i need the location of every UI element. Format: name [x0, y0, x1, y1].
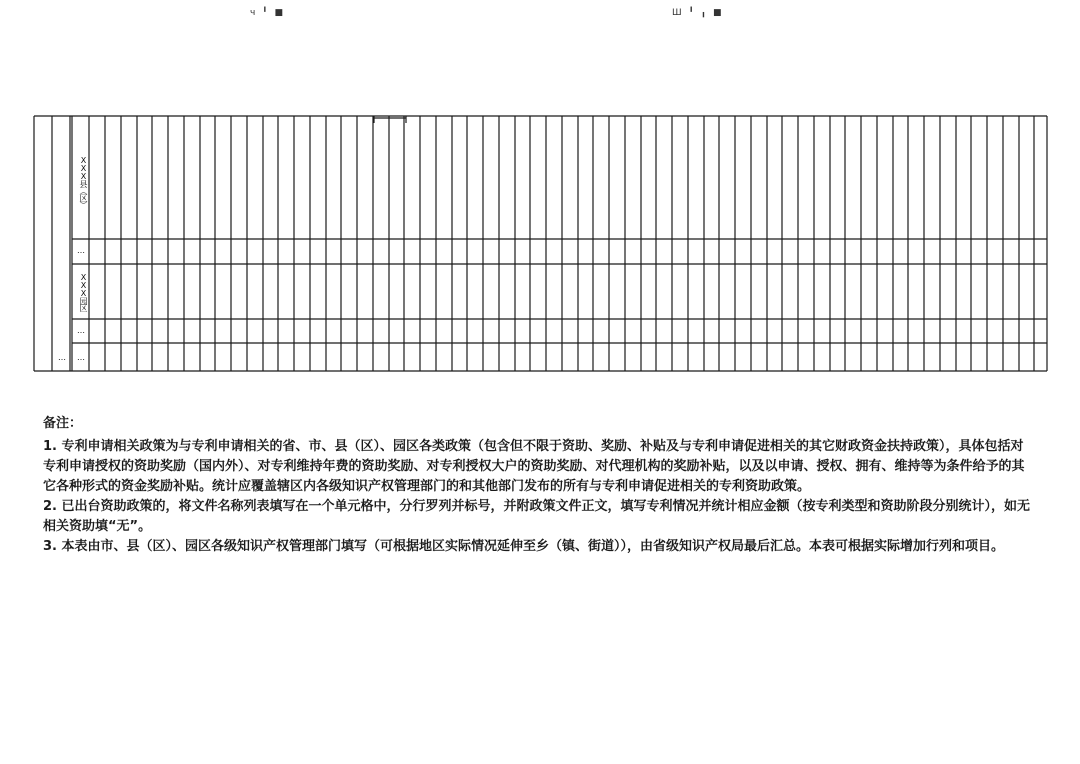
note-item-3: 3. 本表由市、县（区）、园区各级知识产权管理部门填写（可根据地区实际情况延伸至乡（镇、街道）），由省级知识产权局最后汇总。本表可根据实际增加行列和项目。: [43, 539, 1005, 554]
row-label-city-more-inner: …: [77, 353, 85, 362]
notes-section: [43, 414, 1033, 557]
row-label-park: XXX园区: [79, 273, 88, 311]
scan-mark-right: Ш ╹ ╻ ■: [672, 8, 724, 18]
row-label-county: XXX县（区）: [79, 156, 88, 208]
scan-mark-left: ч ╹ ■: [250, 8, 285, 18]
row-label-park-more: …: [77, 326, 85, 335]
note-item-1: 1. 专利申请相关政策为与专利申请相关的省、市、县（区）、园区各类政策（包含但不限于资助、奖励、补贴及与专利申请促进相关的其它财政资金扶持政策），具体包括对专利申请授权的资助奖励（国内外）、对专利维持年费的资助奖励、对专利授权大户的资助奖励、对代理机构的奖励补贴，以及以申请、授权、拥有、维持等为条件给予的其它各种形式的资金奖励补贴。统计应覆盖辖区内各级知识产权管理部门的和其他部门发布的所有与专利申请促进相关的专利资助政策。: [43, 439, 1025, 494]
note-item-2: 2. 已出台资助政策的，将文件名称列表填写在一个单元格中，分行罗列并标号，并附政策文件正文，填写专利情况并统计相应金额（按专利类型和资助阶段分别统计），如无相关资助填“无”。: [43, 499, 1031, 534]
row-label-county-more: …: [77, 246, 85, 255]
notes-title: 备注：: [43, 416, 83, 431]
row-label-city-more: …: [58, 353, 66, 362]
